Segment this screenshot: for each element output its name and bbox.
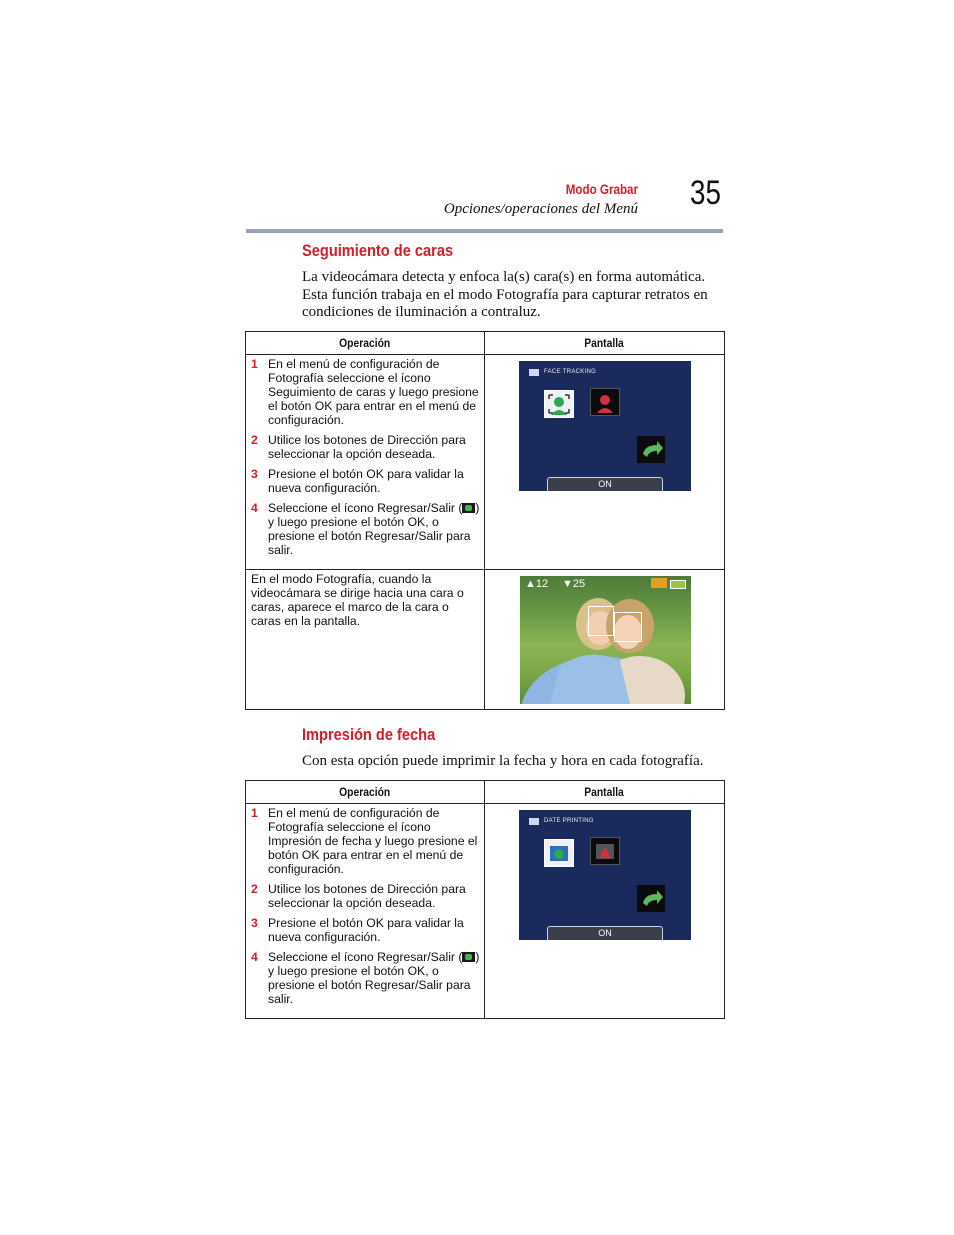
running-header-section: Modo Grabar	[565, 182, 638, 197]
image-count: ▼25	[562, 578, 586, 590]
face-tracking-on-icon	[544, 390, 574, 418]
date-print-screen	[519, 810, 691, 940]
step-item: 2 Utilice los botones de Dirección para seleccionar la opción deseada.	[251, 433, 466, 461]
date-print-on-icon	[544, 839, 574, 867]
col-header-display: Pantalla	[485, 332, 725, 355]
step-item: 4 Seleccione el ícono Regresar/Salir ( ) y luego presione el botón OK, o presione el botón Regresar/Salir para salir.	[251, 950, 480, 1006]
portrait-image	[520, 576, 691, 704]
date-print-intro: Con esta opción puede imprimir la fecha y hora en cada fotografía.	[302, 753, 704, 769]
step-item: 1 En el menú de configuración de Fotografía seleccione el ícono Impresión de fecha y luego presione el botón OK para entrar en el menú de configuración.	[251, 806, 478, 876]
return-exit-icon	[462, 503, 475, 513]
menu-camera-icon	[529, 818, 539, 825]
col-header-display: Pantalla	[485, 781, 725, 804]
menu-camera-icon	[529, 369, 539, 376]
steps-cell	[246, 804, 485, 1019]
step-item: 1 En el menú de configuración de Fotografía seleccione el ícono Seguimiento de caras y luego presione el botón OK para entrar en el menú de configuración.	[251, 357, 479, 427]
face-tracking-screen	[519, 361, 691, 491]
return-exit-icon	[637, 436, 665, 463]
on-option-bar: ON	[547, 926, 663, 940]
step-item: 2 Utilice los botones de Dirección para seleccionar la opción deseada.	[251, 882, 466, 910]
header-rule	[246, 229, 723, 233]
step-item: 3 Presione el botón OK para validar la nueva configuración.	[251, 916, 464, 944]
note-cell	[246, 570, 485, 710]
face-tracking-table	[245, 331, 725, 710]
date-print-off-icon	[590, 837, 620, 865]
display-cell	[485, 355, 725, 570]
col-header-operation: Operación	[246, 781, 485, 804]
steps-list	[246, 355, 484, 569]
step-item: 4 Seleccione el ícono Regresar/Salir ( ) y luego presione el botón OK, o presione el botón Regresar/Salir para salir.	[251, 501, 480, 557]
face-tracking-off-icon	[590, 388, 620, 416]
face-mode-icon	[651, 578, 667, 588]
return-exit-icon	[637, 885, 665, 912]
face-frame	[588, 606, 614, 636]
date-print-table	[245, 780, 725, 1019]
face-tracking-photo	[520, 576, 691, 704]
page-number: 35	[690, 174, 722, 212]
running-header-subsection: Opciones/operaciones del Menú	[443, 201, 638, 217]
shots-remaining: ▲12	[525, 578, 549, 590]
face-tracking-heading: Seguimiento de caras	[302, 241, 454, 260]
step-item: 3 Presione el botón OK para validar la nueva configuración.	[251, 467, 464, 495]
display-cell	[485, 804, 725, 1019]
screen-title: FACE TRACKING	[544, 369, 597, 375]
battery-icon	[670, 580, 686, 589]
photo-cell	[485, 570, 725, 710]
steps-cell	[246, 355, 485, 570]
on-option-bar: ON	[547, 477, 663, 491]
face-frame	[614, 612, 642, 642]
face-frame-note: En el modo Fotografía, cuando la videocámara se dirige hacia una cara o caras, aparece el marco de la cara o caras en la pantalla.	[251, 572, 464, 628]
col-header-operation: Operación	[246, 332, 485, 355]
screen-title: DATE PRINTING	[544, 818, 594, 824]
return-exit-icon	[462, 952, 475, 962]
face-tracking-intro: La videocámara detecta y enfoca la(s) cara(s) en forma automática. Esta función trabaja en el modo Fotografía para capturar retratos en condiciones de iluminación a contraluz.	[302, 269, 708, 320]
date-print-heading: Impresión de fecha	[302, 725, 436, 744]
steps-list	[246, 804, 484, 1018]
